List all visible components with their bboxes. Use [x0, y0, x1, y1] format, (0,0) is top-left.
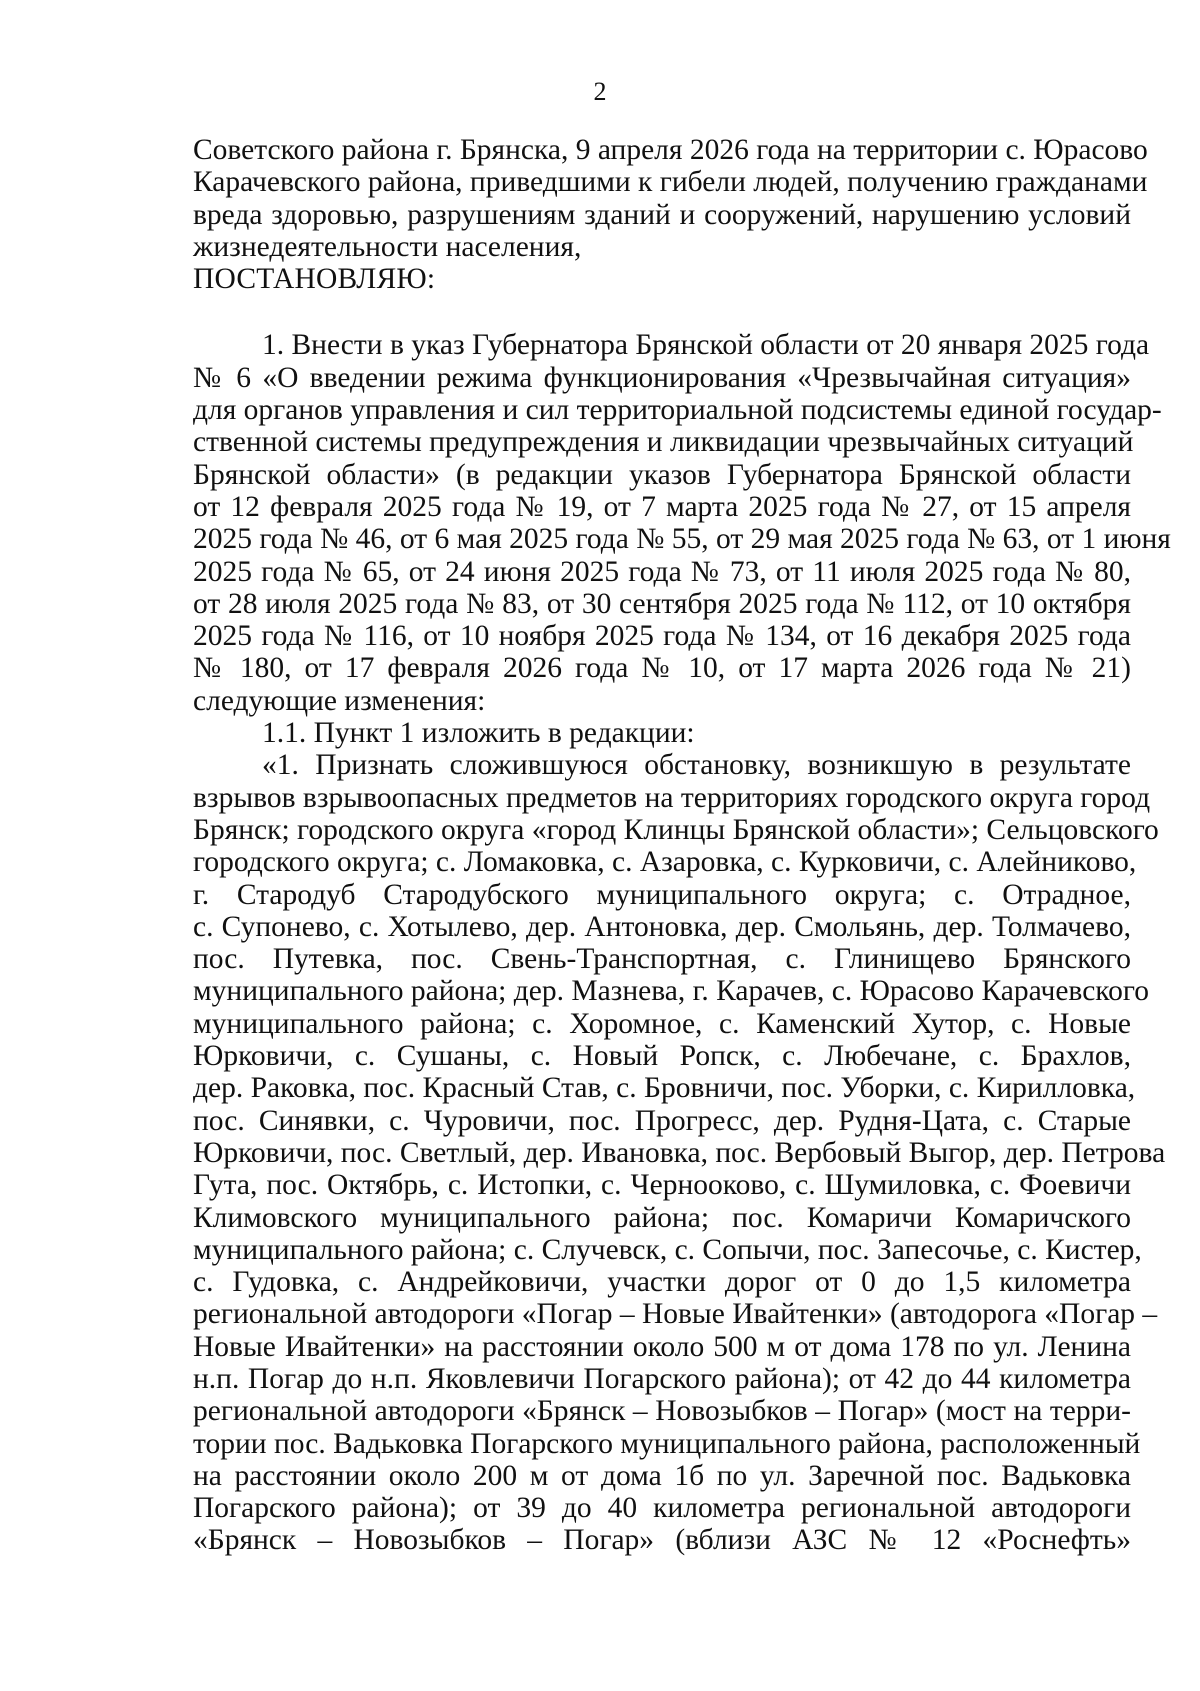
text-line: тории пос. Вадьковка Погарского муниципального района, расположенный [193, 1427, 1141, 1460]
intro-paragraph [193, 134, 1148, 263]
text-line: Климовского муниципального района; пос. Комаричи Комаричского [193, 1201, 1131, 1234]
text-line: 1. Внести в указ Губернатора Брянской области от 20 января 2025 года [262, 329, 1150, 362]
item-1-1-line: 1.1. Пункт 1 изложить в редакции: [262, 717, 695, 750]
text-line: 2025 года № 65, от 24 июня 2025 года № 73, от 11 июля 2025 года № 80, [193, 555, 1131, 588]
decree-heading: ПОСТАНОВЛЯЮ: [193, 263, 436, 296]
text-line: Советского района г. Брянска, 9 апреля 2026 года на территории с. Юрасово [193, 134, 1148, 166]
quoted-item-paragraph [193, 749, 1166, 1557]
text-line: с. Супонево, с. Хотылево, дер. Антоновка, дер. Смольянь, дер. Толмачево, [193, 910, 1131, 943]
text-line: г. Стародуб Стародубского муниципального округа; с. Отрадное, [193, 878, 1131, 911]
text-line: «1. Признать сложившуюся обстановку, возникшую в результате [262, 749, 1131, 782]
document-body [193, 134, 1171, 1557]
text-line: пос. Путевка, пос. Свень-Транспортная, с. Глинищево Брянского [193, 943, 1131, 976]
text-line: дер. Раковка, пос. Красный Став, с. Бровничи, пос. Уборки, с. Кирилловка, [193, 1072, 1136, 1105]
text-line: от 12 февраля 2025 года № 19, от 7 марта 2025 года № 27, от 15 апреля [193, 490, 1131, 523]
text-line: Карачевского района, приведшими к гибели людей, получению гражданами [193, 166, 1148, 199]
text-line: «Брянск – Новозыбков – Погар» (вблизи АЗС № 12 «Роснефть» [193, 1524, 1131, 1557]
text-line: региональной автодороги «Погар – Новые Ивайтенки» (автодорога «Погар – [193, 1298, 1158, 1331]
text-line: для органов управления и сил территориальной подсистемы единой государ- [193, 394, 1162, 427]
text-line: городского округа; с. Ломаковка, с. Азаровка, с. Курковичи, с. Алейниково, [193, 846, 1137, 879]
text-line: Юрковичи, пос. Светлый, дер. Ивановка, пос. Вербовый Выгор, дер. Петрова [193, 1136, 1166, 1169]
text-line: Юрковичи, с. Сушаны, с. Новый Ропск, с. Любечане, с. Брахлов, [193, 1040, 1131, 1073]
text-line: Гута, пос. Октябрь, с. Истопки, с. Чернооково, с. Шумиловка, с. Фоевичи [193, 1169, 1131, 1202]
text-line: ственной системы предупреждения и ликвидации чрезвычайных ситуаций [193, 426, 1134, 459]
text-line: муниципального района; с. Случевск, с. Сопычи, пос. Запесочье, с. Кистер, [193, 1233, 1142, 1266]
text-line: № 6 «О введении режима функционирования «Чрезвычайная ситуация» [193, 361, 1131, 394]
text-line: н.п. Погар до н.п. Яковлевичи Погарского района); от 42 до 44 километра [193, 1362, 1131, 1395]
text-line: муниципального района; с. Хоромное, с. Каменский Хутор, с. Новые [193, 1007, 1131, 1040]
text-line: муниципального района; дер. Мазнева, г. Карачев, с. Юрасово Карачевского [193, 975, 1149, 1008]
paragraph-spacer [193, 295, 1131, 329]
text-line: Брянской области» (в редакции указов Губернатора Брянской области [193, 458, 1131, 491]
page-number: 2 [593, 77, 607, 106]
text-line: Новые Ивайтенки» на расстоянии около 500 м от дома 178 по ул. Ленина [193, 1330, 1131, 1363]
text-line: следующие изменения: [193, 684, 486, 717]
text-line: от 28 июля 2025 года № 83, от 30 сентября 2025 года № 112, от 10 октября [193, 587, 1131, 620]
text-line: 2025 года № 46, от 6 мая 2025 года № 55, от 29 мая 2025 года № 63, от 1 июня [193, 523, 1171, 556]
text-line: Погарского района); от 39 до 40 километра региональной автодороги [193, 1492, 1131, 1525]
text-line: пос. Синявки, с. Чуровичи, пос. Прогресс, дер. Рудня-Цата, с. Старые [193, 1104, 1131, 1137]
item-1-paragraph [193, 329, 1171, 717]
text-line: с. Гудовка, с. Андрейковичи, участки дорог от 0 до 1,5 километра [193, 1266, 1131, 1299]
text-line: № 180, от 17 февраля 2026 года № 10, от 17 марта 2026 года № 21) [193, 652, 1131, 685]
text-line: взрывов взрывоопасных предметов на территориях городского округа город [193, 781, 1151, 814]
text-line: Брянск; городского округа «город Клинцы Брянской области»; Сельцовского [193, 813, 1159, 846]
text-line: вреда здоровью, разрушениям зданий и сооружений, нарушению условий [193, 198, 1131, 231]
text-line: 2025 года № 116, от 10 ноября 2025 года № 134, от 16 декабря 2025 года [193, 620, 1131, 653]
text-line: региональной автодороги «Брянск – Новозыбков – Погар» (мост на терри- [193, 1395, 1131, 1428]
text-line: жизнедеятельности населения, [193, 230, 582, 263]
text-line: на расстоянии около 200 м от дома 1б по ул. Заречной пос. Вадьковка [193, 1459, 1131, 1492]
